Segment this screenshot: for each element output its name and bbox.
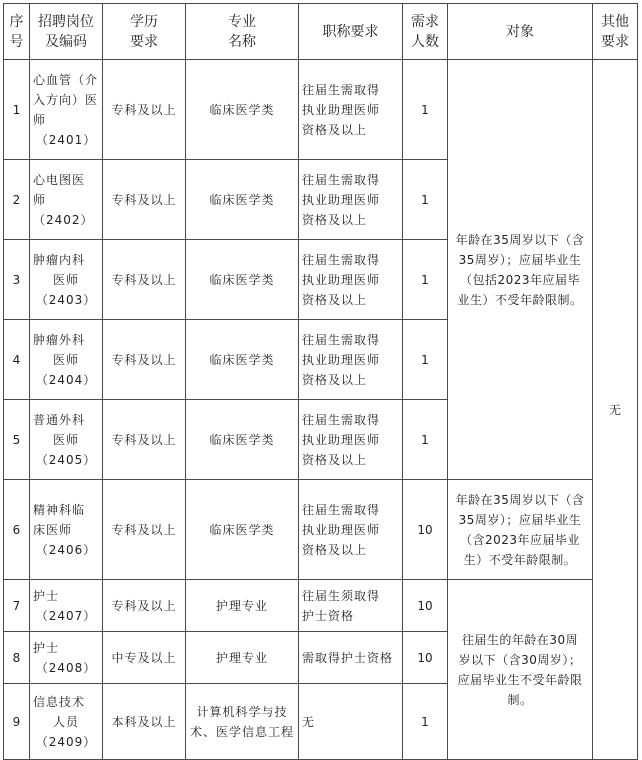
row-position: 心电图医 师（2402） xyxy=(30,160,103,240)
row-education: 专科及以上 xyxy=(103,320,186,400)
row-position: 肿瘤内科 医师 （2403） xyxy=(30,240,103,320)
other-requirements: 无 xyxy=(593,60,638,760)
row-title: 往届生需取得 执业助理医师 资格及以上 xyxy=(299,400,403,480)
row-no: 4 xyxy=(4,320,30,400)
row-position: 护士 （2408） xyxy=(30,632,103,684)
table-row xyxy=(4,580,638,632)
header-count: 需求 人数 xyxy=(403,4,448,60)
header-title: 职称要求 xyxy=(299,4,403,60)
row-title: 往届生须取得 护士资格 xyxy=(299,580,403,632)
target-group-1: 年龄在35周岁以下（含 35周岁）；应届毕业生 （包括2023年应届毕 业生）不受年龄限制。 xyxy=(448,60,593,480)
header-major: 专业 名称 xyxy=(186,4,299,60)
table-row xyxy=(4,60,638,160)
row-title: 往届生需取得 执业助理医师 资格及以上 xyxy=(299,480,403,580)
row-education: 专科及以上 xyxy=(103,160,186,240)
header-education: 学历 要求 xyxy=(103,4,186,60)
row-position: 肿瘤外科 医师 （2404） xyxy=(30,320,103,400)
header-target: 对象 xyxy=(448,4,593,60)
row-position: 精神科临 床医师 （2406） xyxy=(30,480,103,580)
row-count: 1 xyxy=(403,400,448,480)
row-no: 9 xyxy=(4,684,30,760)
target-group-3: 往届生的年龄在30周 岁以下（含30周岁）； 应届毕业生不受年龄限 制。 xyxy=(448,580,593,760)
row-no: 7 xyxy=(4,580,30,632)
row-education: 专科及以上 xyxy=(103,580,186,632)
row-count: 10 xyxy=(403,632,448,684)
header-other: 其他 要求 xyxy=(593,4,638,60)
row-count: 1 xyxy=(403,60,448,160)
row-position: 心血管（介 入方向）医 师 （2401） xyxy=(30,60,103,160)
row-major: 临床医学类 xyxy=(186,60,299,160)
row-title: 往届生需取得 执业助理医师 资格及以上 xyxy=(299,320,403,400)
row-count: 1 xyxy=(403,160,448,240)
recruitment-table xyxy=(3,3,638,760)
row-no: 6 xyxy=(4,480,30,580)
row-education: 专科及以上 xyxy=(103,480,186,580)
row-education: 专科及以上 xyxy=(103,240,186,320)
row-position: 信息技术 人员 （2409） xyxy=(30,684,103,760)
row-title: 需取得护士资格 xyxy=(299,632,403,684)
row-title: 往届生需取得 执业助理医师 资格及以上 xyxy=(299,60,403,160)
row-major: 计算机科学与技 术、医学信息工程 xyxy=(186,684,299,760)
row-title: 往届生需取得 执业助理医师 资格及以上 xyxy=(299,160,403,240)
row-education: 专科及以上 xyxy=(103,60,186,160)
row-major: 临床医学类 xyxy=(186,320,299,400)
row-no: 8 xyxy=(4,632,30,684)
table-row xyxy=(4,480,638,580)
row-major: 临床医学类 xyxy=(186,160,299,240)
row-education: 专科及以上 xyxy=(103,400,186,480)
row-education: 本科及以上 xyxy=(103,684,186,760)
header-no: 序 号 xyxy=(4,4,30,60)
row-title: 往届生需取得 执业助理医师 资格及以上 xyxy=(299,240,403,320)
row-no: 3 xyxy=(4,240,30,320)
row-no: 2 xyxy=(4,160,30,240)
row-position: 护士 （2407） xyxy=(30,580,103,632)
row-major: 临床医学类 xyxy=(186,400,299,480)
row-count: 1 xyxy=(403,684,448,760)
row-count: 10 xyxy=(403,480,448,580)
row-education: 中专及以上 xyxy=(103,632,186,684)
row-count: 10 xyxy=(403,580,448,632)
row-count: 1 xyxy=(403,240,448,320)
row-no: 1 xyxy=(4,60,30,160)
target-group-2: 年龄在35周岁以下（含 35周岁）；应届毕业生 （含2023年应届毕业 生）不受年龄限制。 xyxy=(448,480,593,580)
row-major: 护理专业 xyxy=(186,580,299,632)
header-row xyxy=(4,4,638,60)
row-major: 临床医学类 xyxy=(186,480,299,580)
row-no: 5 xyxy=(4,400,30,480)
row-major: 临床医学类 xyxy=(186,240,299,320)
row-title: 无 xyxy=(299,684,403,760)
row-major: 护理专业 xyxy=(186,632,299,684)
row-position: 普通外科 医师 （2405） xyxy=(30,400,103,480)
header-position: 招聘岗位 及编码 xyxy=(30,4,103,60)
row-count: 1 xyxy=(403,320,448,400)
